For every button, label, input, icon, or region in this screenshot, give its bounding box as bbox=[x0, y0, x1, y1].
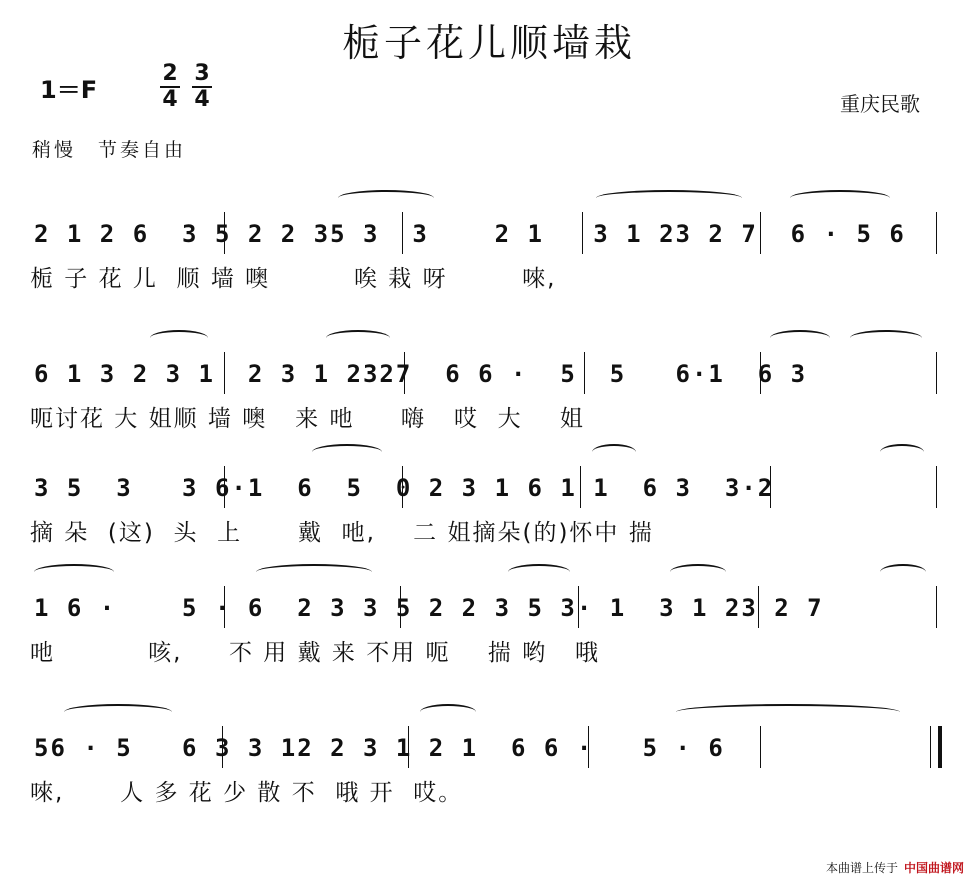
notation-line: 6 1 3 2 3 1 2 3 1 2327 6 6 · 5 5 6·1 6 3 bbox=[34, 360, 808, 388]
meter-bottom-1: 4 bbox=[162, 87, 178, 112]
notation-line: 2 1 2 6 3 5 2 2 35 3 3 2 1 3 1 23 2 7 6 · 5 6 bbox=[34, 220, 906, 248]
slur bbox=[312, 444, 382, 460]
lyric-line: 唻, 人 多 花 少 散 不 哦 开 哎。 bbox=[30, 780, 464, 806]
slur bbox=[676, 704, 900, 720]
time-signature-1 bbox=[158, 62, 182, 112]
slur bbox=[596, 190, 742, 206]
lyric-line: 吔 咳, 不 用 戴 来 不用 呃 揣 哟 哦 bbox=[30, 640, 601, 666]
footer-text: 本曲谱上传于 bbox=[825, 861, 898, 875]
slur bbox=[508, 564, 570, 580]
meter-bottom-2: 4 bbox=[194, 87, 210, 112]
song-origin: 重庆民歌 bbox=[840, 92, 920, 116]
slur bbox=[326, 330, 390, 346]
time-signature-2 bbox=[190, 62, 214, 112]
slur bbox=[64, 704, 172, 720]
slur bbox=[790, 190, 890, 206]
lyric-line: 栀 子 花 儿 顺 墙 噢 唉 栽 呀 唻, bbox=[30, 266, 557, 292]
staff-row-1 bbox=[0, 176, 978, 292]
slur bbox=[338, 190, 434, 206]
tempo-marking: 稍慢 节奏自由 bbox=[32, 139, 187, 161]
lyric-line: 呃讨花 大 姐顺 墙 噢 来 吔 嗨 哎 大 姐 bbox=[30, 406, 585, 432]
slur bbox=[420, 704, 476, 720]
slur bbox=[880, 444, 924, 460]
slur bbox=[770, 330, 830, 346]
slur bbox=[34, 564, 114, 580]
footer-credit bbox=[826, 859, 964, 876]
lyric-line: 摘 朵 (这) 头 上 戴 吔, 二 姐摘朵(的)怀中 揣 bbox=[30, 520, 654, 546]
slur bbox=[150, 330, 208, 346]
staff-row-4 bbox=[0, 550, 978, 666]
notation-line: 1 6 · 5 · 6 2 3 3 5 2 2 3 5 3· 1 3 1 23 2 7 bbox=[34, 594, 824, 622]
site-logo[interactable]: 中国曲谱网 bbox=[903, 861, 964, 875]
meter-top-2: 3 bbox=[194, 61, 210, 86]
slur bbox=[256, 564, 372, 580]
slur bbox=[880, 564, 926, 580]
song-title: 栀子花儿顺墙栽 bbox=[341, 21, 636, 65]
notation-line: 3 5 3 3 6·1 6 5 0 2 3 1 6 1 1 6 3 3·2 bbox=[34, 474, 775, 502]
staff-row-5 bbox=[0, 690, 978, 806]
notation-line: 56 · 5 6 3 3 12 2 3 1 2 1 6 6 · 5 · 6 bbox=[34, 734, 725, 762]
slur bbox=[592, 444, 636, 460]
meter-top-1: 2 bbox=[162, 61, 178, 86]
slur bbox=[850, 330, 922, 346]
key-signature: 1＝F bbox=[40, 76, 98, 104]
slur bbox=[670, 564, 726, 580]
staff-row-2 bbox=[0, 316, 978, 432]
staff-row-3 bbox=[0, 430, 978, 546]
